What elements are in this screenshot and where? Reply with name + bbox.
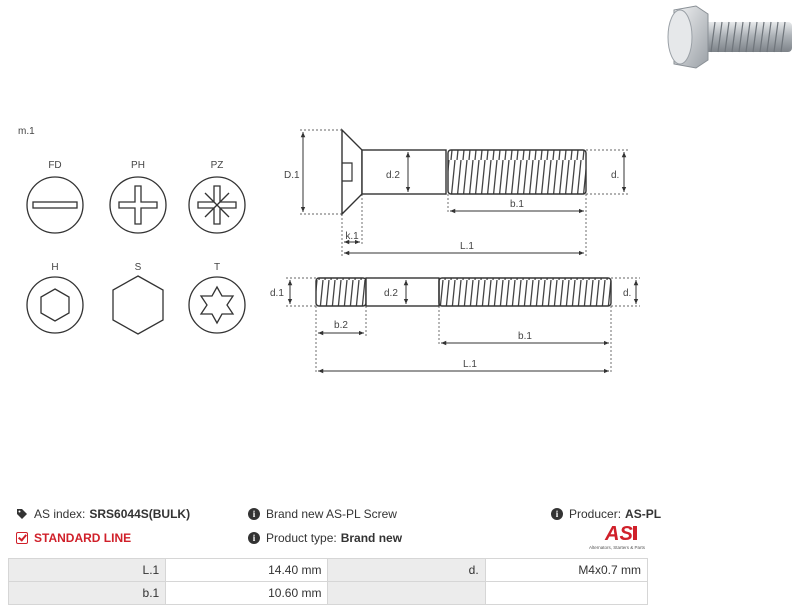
- as-index-label: AS index:: [34, 507, 86, 521]
- spec-table: [8, 558, 648, 605]
- phillips-head-icon: [110, 177, 166, 233]
- head-label-s: S: [134, 262, 142, 273]
- dim-d2: d.2: [386, 170, 400, 181]
- stud-dim-d: d.: [623, 288, 632, 299]
- description-row: [248, 507, 397, 521]
- section-label: m.1: [18, 126, 35, 137]
- head-label-t: T: [213, 262, 221, 273]
- dim-D1: D.1: [284, 170, 300, 181]
- head-label-ph: PH: [131, 160, 145, 171]
- table-row: [9, 559, 648, 582]
- spec-key: b.1: [9, 582, 166, 605]
- product-type-label: Product type:: [266, 531, 337, 545]
- checkbox-icon: [16, 532, 28, 544]
- slotted-head-icon: [27, 177, 83, 233]
- spec-value: M4x0.7 mm: [485, 559, 647, 582]
- dim-b1: b.1: [510, 199, 524, 210]
- countersunk-screw-drawing: [284, 130, 628, 256]
- stud-dim-b1: b.1: [518, 331, 532, 342]
- stud-dim-d2: d.2: [384, 288, 398, 299]
- standard-line-label: STANDARD LINE: [34, 531, 132, 545]
- spec-key: [328, 582, 485, 605]
- info-icon: i: [551, 508, 563, 520]
- dim-L1: L.1: [460, 241, 474, 252]
- spec-key: d.: [328, 559, 485, 582]
- svg-text:Alternators, Starters & Parts: Alternators, Starters & Parts: [589, 545, 646, 550]
- dim-k1: k.1: [345, 231, 359, 242]
- torx-head-icon: [189, 277, 245, 333]
- as-index-value: SRS6044S(BULK): [89, 507, 191, 521]
- head-label-fd: FD: [48, 160, 62, 171]
- stud-drawing: [270, 278, 640, 374]
- dim-d: d.: [611, 170, 620, 181]
- head-label-h: H: [51, 262, 59, 273]
- producer-row: [551, 507, 661, 521]
- standard-line-row: [16, 531, 131, 545]
- as-index-row: [16, 507, 190, 521]
- spec-value: 14.40 mm: [166, 559, 328, 582]
- stud-dim-d1: d.1: [270, 288, 284, 299]
- head-label-pz: PZ: [210, 160, 224, 171]
- spec-value: 10.60 mm: [166, 582, 328, 605]
- stud-dim-b2: b.2: [334, 320, 348, 331]
- spec-key: L.1: [9, 559, 166, 582]
- as-pl-logo: [585, 522, 655, 552]
- product-description: Brand new AS-PL Screw: [266, 507, 397, 521]
- producer-label: Producer:: [569, 507, 622, 521]
- stud-dim-L1: L.1: [463, 359, 477, 370]
- spec-value: [485, 582, 647, 605]
- hex-head-icon: [113, 276, 163, 334]
- info-icon: i: [248, 508, 260, 520]
- svg-text:AS: AS: [605, 523, 633, 545]
- producer-value: AS-PL: [625, 507, 662, 521]
- product-type-row: [248, 531, 402, 545]
- hex-socket-head-icon: [27, 277, 83, 333]
- pozidriv-head-icon: [189, 177, 245, 233]
- tag-icon: [16, 508, 28, 520]
- info-icon: i: [248, 532, 260, 544]
- table-row: [9, 582, 648, 605]
- product-type-value: Brand new: [340, 531, 403, 545]
